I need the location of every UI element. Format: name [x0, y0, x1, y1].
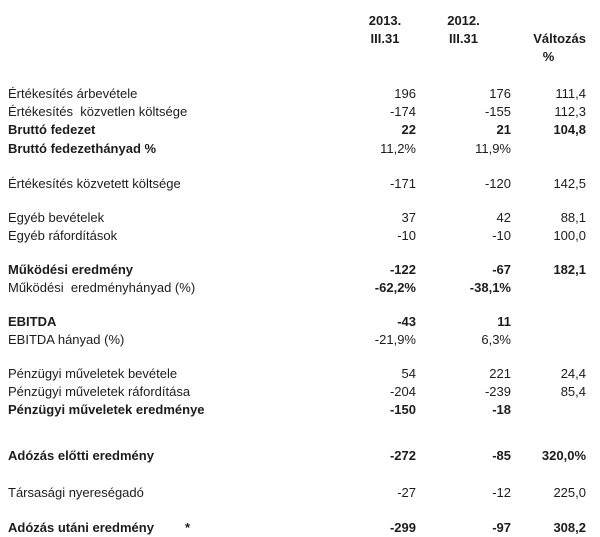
value-change: 225,0: [553, 485, 586, 500]
value-2012: 11: [497, 314, 511, 329]
row-label-text: Társasági nyereségadó: [8, 485, 144, 500]
row-label-text: Pénzügyi műveletek ráfordítása: [8, 384, 191, 399]
row-label: [0, 121, 354, 139]
value-2013: -171: [389, 176, 416, 191]
table-row: [0, 175, 600, 193]
header-line-2: [0, 30, 600, 48]
value-2013: 196: [394, 86, 416, 101]
row-label-text: Működési eredmény: [8, 262, 133, 277]
row-label-text: EBITDA: [8, 314, 57, 329]
value-2013: 37: [401, 210, 416, 225]
table-row: [0, 447, 600, 465]
row-label: [0, 383, 354, 401]
row-label-text: Pénzügyi műveletek eredménye: [8, 402, 205, 417]
value-2012: 176: [489, 86, 511, 101]
value-2012: 221: [489, 366, 511, 381]
row-label: [0, 401, 354, 419]
table-row: [0, 103, 600, 121]
row-label: [0, 103, 354, 121]
row-label: [0, 331, 354, 349]
row-label-text: Egyéb bevételek: [8, 210, 105, 225]
value-2012: -38,1%: [469, 280, 511, 295]
table-row: [0, 279, 600, 297]
table-row: [0, 140, 600, 158]
row-label: [0, 227, 354, 245]
footnote-asterisk: *: [185, 520, 191, 535]
value-change: 112,3: [554, 104, 586, 119]
value-2013: 54: [401, 366, 416, 381]
value-change: 100,0: [553, 228, 586, 243]
value-2012: -18: [492, 402, 511, 417]
table-row: [0, 331, 600, 349]
value-2012: 21: [496, 122, 511, 137]
value-2013: -204: [389, 384, 416, 399]
header-col-2012-year: 2012.: [447, 13, 480, 28]
value-2012: -12: [492, 485, 511, 500]
table-row: [0, 227, 600, 245]
value-2012: -97: [492, 520, 511, 535]
table-row: [0, 365, 600, 383]
value-2012: -67: [492, 262, 511, 277]
header-line-1: [0, 12, 600, 30]
row-label-text: Bruttó fedezethányad %: [8, 141, 157, 156]
value-2013: -299: [389, 520, 416, 535]
row-label-text: Értékesítés árbevétele: [8, 86, 138, 101]
row-label-text: Értékesítés közvetett költsége: [8, 176, 181, 191]
row-label: [0, 365, 354, 383]
value-change: 85,4: [560, 384, 586, 399]
value-2013: 11,2%: [380, 141, 416, 156]
table-row: [0, 261, 600, 279]
table-row: [0, 401, 600, 419]
table-row: [0, 313, 600, 331]
table-row: [0, 383, 600, 401]
table-row: [0, 484, 600, 502]
value-2012: -10: [492, 228, 511, 243]
value-change: 24,4: [560, 366, 586, 381]
value-2012: -120: [484, 176, 511, 191]
value-2012: -239: [484, 384, 511, 399]
row-label: [0, 85, 354, 103]
header-line-3: [0, 48, 600, 66]
table-header: [0, 0, 600, 66]
value-change: 104,8: [553, 122, 586, 137]
row-label-text: Adózás utáni eredmény: [8, 520, 154, 535]
row-label: [0, 140, 354, 158]
row-label: [0, 447, 354, 465]
row-label: [0, 519, 354, 537]
value-2013: 22: [401, 122, 416, 137]
value-2012: -85: [492, 448, 511, 463]
row-label: [0, 209, 354, 227]
value-2012: 42: [496, 210, 511, 225]
value-change: 182,1: [553, 262, 586, 277]
table-row: [0, 121, 600, 139]
row-label-text: Egyéb ráfordítások: [8, 228, 118, 243]
table-row: [0, 209, 600, 227]
row-label: [0, 279, 354, 297]
value-change: 320,0%: [541, 448, 586, 463]
header-col-2012-date: III.31: [449, 31, 478, 46]
value-change: 111,4: [555, 86, 586, 101]
row-label: [0, 313, 354, 331]
value-change: 142,5: [553, 176, 586, 191]
row-label: [0, 261, 354, 279]
header-col-change-title: Változás: [533, 31, 586, 46]
value-2012: 11,9%: [475, 141, 511, 156]
table-row: [0, 85, 600, 103]
row-label-text: EBITDA hányad (%): [8, 332, 125, 347]
value-2013: -122: [389, 262, 416, 277]
value-change: 308,2: [553, 520, 586, 535]
value-2013: -43: [397, 314, 416, 329]
value-2013: -272: [389, 448, 416, 463]
table-body: [0, 85, 600, 537]
value-2012: 6,3%: [481, 332, 511, 347]
row-label-text: Pénzügyi műveletek bevétele: [8, 366, 178, 381]
row-label-text: Értékesítés közvetlen költsége: [8, 104, 188, 119]
value-2013: -150: [389, 402, 416, 417]
value-2013: -10: [397, 228, 416, 243]
value-2013: -62,2%: [374, 280, 416, 295]
value-2012: -155: [484, 104, 511, 119]
value-change: 88,1: [560, 210, 586, 225]
value-2013: -27: [397, 485, 416, 500]
row-label-text: Működési eredményhányad (%): [8, 280, 196, 295]
header-col-2013-date: III.31: [370, 31, 400, 46]
value-2013: -174: [389, 104, 416, 119]
header-col-change-unit: %: [542, 49, 555, 64]
header-col-2013-year: 2013.: [368, 13, 402, 28]
row-label-text: Bruttó fedezet: [8, 122, 96, 137]
row-label: [0, 484, 354, 502]
row-label: [0, 175, 354, 193]
table-row: [0, 519, 600, 537]
value-2013: -21,9%: [374, 332, 416, 347]
row-label-text: Adózás előtti eredmény: [8, 448, 154, 463]
